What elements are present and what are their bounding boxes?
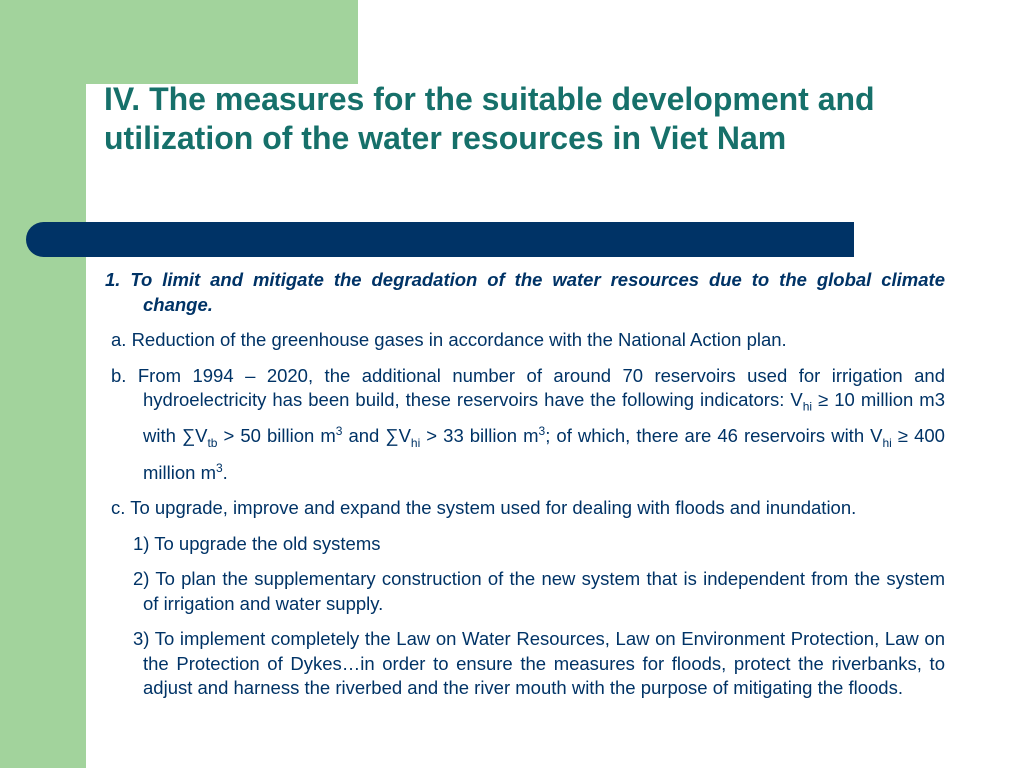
slide-body (105, 268, 945, 712)
side-panel (0, 0, 86, 768)
item-c2: 2) To plan the supplementary construction of the new system that is independent from the system of irrigation and water supply. (133, 568, 945, 614)
slide-title: IV. The measures for the suitable development and utilization of the water resources in Viet Nam (104, 81, 875, 156)
item-c: c. To upgrade, improve and expand the system used for dealing with floods and inundation. (111, 497, 857, 519)
section-heading: 1. To limit and mitigate the degradation of the water resources due to the global climate change. (105, 269, 945, 315)
item-a: a. Reduction of the greenhouse gases in accordance with the National Action plan. (111, 329, 787, 350)
item-b: b. From 1994 – 2020, the additional number of around 70 reservoirs used for irrigation and hydroelectricity has been build, these reservoirs have the following indicators: $V_{hi} \ge 10$ million m3 with $\sum V_{tb} > 50$ billion $m^3$ and $\sum V_{hi} > 33$ billion $m^3$; of which, there are 46 reservoirs with $V_{hi} \ge 400$ million $m^3$. (111, 364, 945, 483)
top-panel (0, 0, 358, 84)
divider-bar (26, 222, 854, 257)
item-c1: 1) To upgrade the old systems (133, 532, 381, 554)
item-c3: 3) To implement completely the Law on Water Resources, Law on Environment Protection, Law on the Protection of Dykes…in order to ensure the measures for floods, protect the riverbanks, to adjust and harness the riverbed and the river mouth with the purpose of mitigating the floods. (133, 628, 945, 699)
